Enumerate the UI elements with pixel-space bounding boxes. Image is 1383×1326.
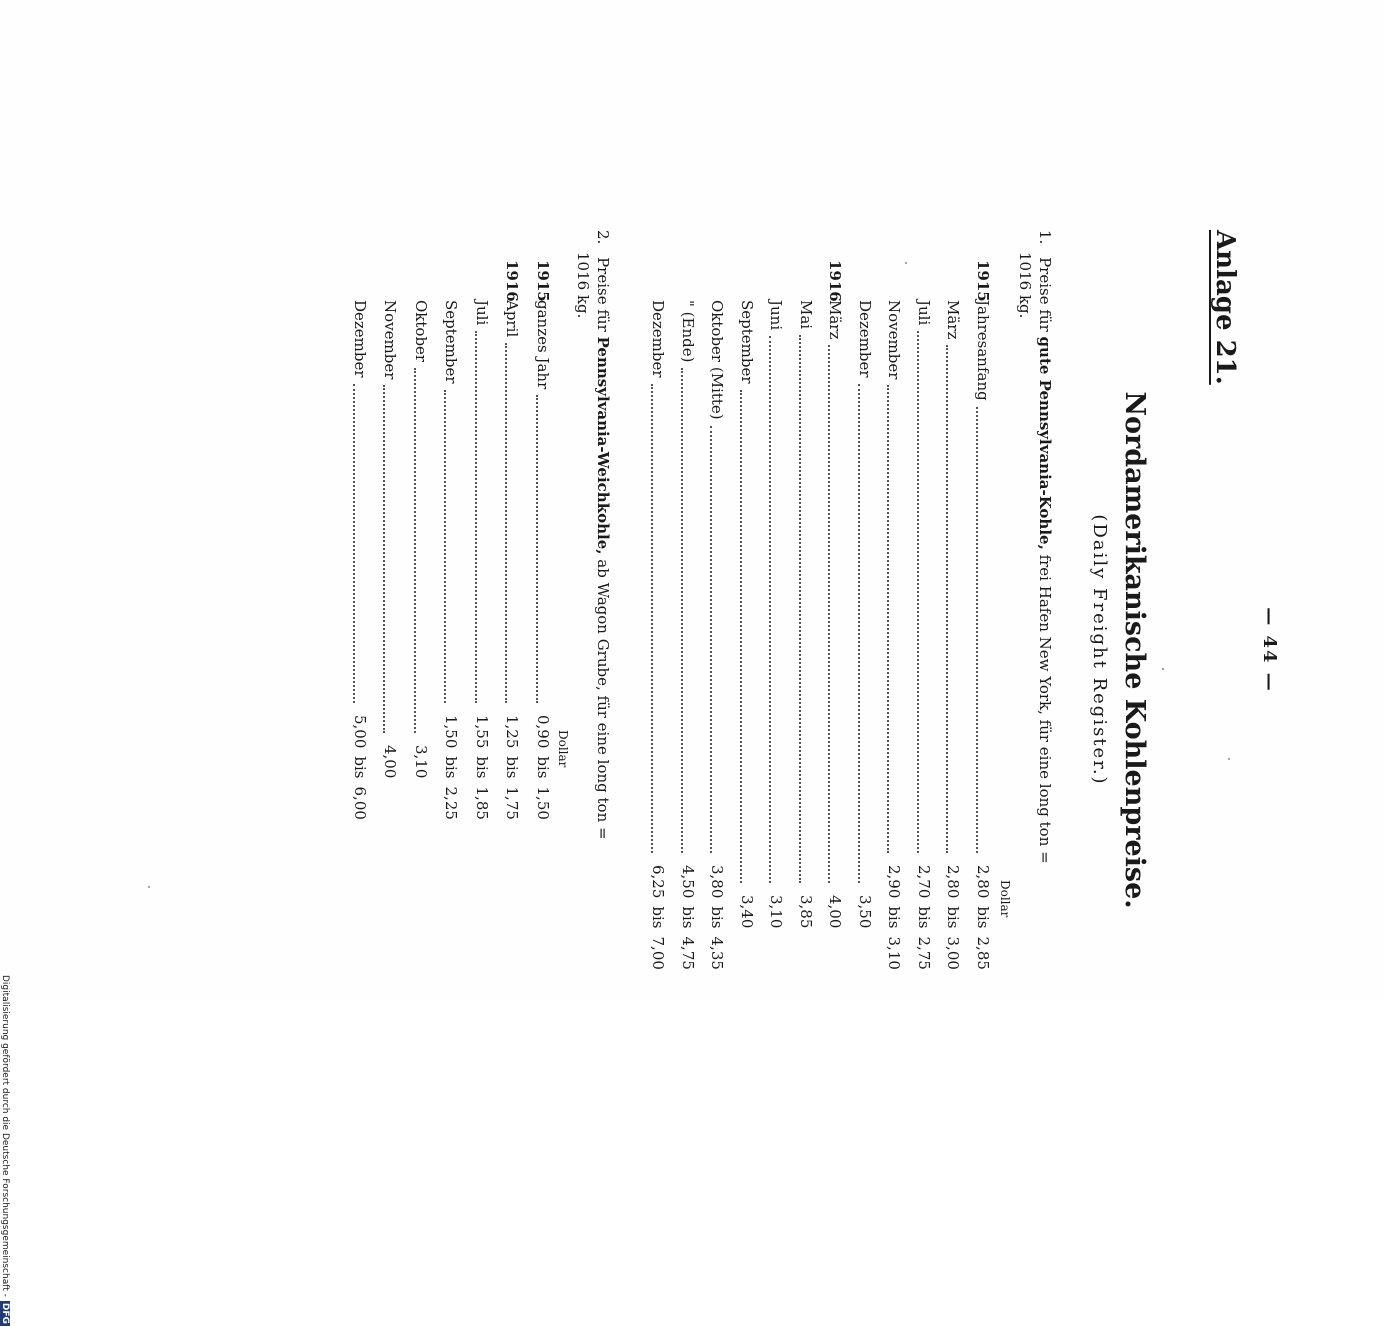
dot-leader	[799, 335, 825, 883]
price-single: 3,10	[412, 745, 430, 779]
price-low: 2,90	[885, 865, 904, 899]
row-price	[794, 895, 818, 928]
price-high: 4,75	[679, 936, 697, 970]
price-high: 4,35	[708, 936, 727, 970]
dot-leader	[770, 336, 796, 883]
price-range-word: bis	[974, 906, 992, 929]
table-row	[883, 200, 907, 1100]
section-2-heading-prefix: Preise für	[594, 257, 612, 332]
dot-leader	[536, 395, 562, 703]
price-range-word: bis	[649, 906, 668, 929]
table-row	[440, 200, 464, 1100]
row-price	[942, 865, 966, 970]
price-high: 3,10	[885, 936, 904, 970]
dot-leader	[414, 368, 440, 733]
row-price	[765, 895, 789, 928]
price-low: 5,00	[351, 715, 369, 749]
dot-leader	[829, 345, 855, 883]
price-range-word: bis	[473, 756, 491, 779]
section-2-number: 2.	[594, 230, 612, 245]
row-period-label: ganzes Jahr	[534, 300, 552, 390]
table-row	[853, 200, 877, 1100]
dot-leader	[506, 343, 532, 703]
section-1-heading-note: 1016 kg.	[1016, 252, 1034, 319]
price-low: 2,80	[974, 865, 992, 899]
price-range-word: bis	[351, 756, 369, 779]
dfg-logo: DFG	[0, 1302, 10, 1324]
page-number: — 44 —	[1259, 607, 1280, 693]
appendix-label: Anlage 21.	[1210, 230, 1240, 385]
price-single: 3,40	[738, 895, 756, 929]
price-high: 3,00	[944, 936, 963, 970]
row-year: 1915	[534, 260, 552, 302]
section-1-number: 1.	[1036, 230, 1054, 245]
row-year: 1916	[503, 260, 522, 302]
table-row	[912, 200, 936, 1100]
row-price	[824, 895, 848, 928]
row-price	[531, 715, 555, 820]
dot-leader	[681, 368, 707, 853]
scan-speck	[1228, 758, 1230, 760]
table-row	[501, 200, 525, 1100]
row-price	[706, 865, 730, 970]
section-2-heading-note: 1016 kg.	[574, 252, 592, 319]
price-range-word: bis	[708, 906, 727, 929]
table-row	[348, 200, 372, 1100]
row-price	[883, 865, 907, 970]
dot-leader	[740, 390, 766, 883]
section-1-heading-lead: gute Pennsylvania-Kohle,	[1036, 336, 1054, 550]
price-low: 2,80	[944, 865, 963, 899]
row-price	[853, 895, 877, 928]
scan-speck	[905, 262, 907, 264]
dot-leader	[353, 384, 379, 703]
row-period-label: Dezember	[351, 300, 369, 378]
dot-leader	[858, 384, 884, 883]
scan-speck	[1162, 668, 1164, 670]
price-single: 4,00	[826, 895, 845, 929]
dot-leader	[917, 331, 943, 853]
row-period-label: September	[442, 300, 461, 384]
price-range-word: bis	[885, 906, 904, 929]
price-low: 3,80	[708, 865, 727, 899]
section-1-heading	[1015, 230, 1055, 1050]
dot-leader	[976, 407, 1002, 853]
price-single: 3,10	[767, 895, 786, 929]
dot-leader	[947, 345, 973, 853]
dot-leader	[652, 384, 678, 853]
row-price	[470, 715, 494, 820]
dot-leader	[888, 385, 914, 853]
row-period-label: Jahresanfang	[974, 300, 992, 401]
table-row	[824, 200, 848, 1100]
price-single: 3,50	[856, 895, 874, 929]
price-range-word: bis	[534, 756, 552, 779]
row-price	[971, 865, 995, 970]
section-2-heading-lead: Pennsylvania-Weichkohle,	[594, 336, 612, 555]
dot-leader	[475, 331, 501, 703]
row-period-label: Juli	[915, 300, 933, 326]
row-period-label: Juli	[473, 300, 491, 326]
table-row	[735, 200, 759, 1100]
price-range-word: bis	[915, 906, 933, 929]
price-range-word: bis	[503, 756, 522, 779]
price-low: 2,70	[915, 865, 933, 899]
section-1-heading-rest: frei Hafen New York, für eine long ton =	[1036, 554, 1054, 864]
table-row	[765, 200, 789, 1100]
dot-leader	[445, 390, 471, 703]
table-row	[794, 200, 818, 1100]
row-period-label: Dezember	[649, 300, 668, 378]
row-period-label: April	[503, 300, 522, 338]
table-row	[531, 200, 555, 1100]
price-low: 6,25	[649, 865, 668, 899]
table-row	[676, 200, 700, 1100]
document-title: Nordamerikanische Kohlenpreise.	[1119, 391, 1150, 909]
section-2-unit: Dollar	[556, 730, 570, 768]
row-period-label: März	[944, 300, 963, 340]
row-period-label: " (Ende)	[679, 300, 697, 363]
section-1-unit: Dollar	[998, 880, 1012, 918]
row-price	[501, 715, 525, 820]
row-price	[735, 895, 759, 928]
price-high: 2,25	[442, 786, 461, 820]
row-price	[409, 745, 433, 778]
price-range-word: bis	[679, 906, 697, 929]
digitization-note	[0, 975, 10, 1326]
section-1-heading-prefix: Preise für	[1036, 257, 1054, 332]
row-price	[379, 745, 403, 778]
price-single: 4,00	[381, 745, 400, 779]
table-row	[379, 200, 403, 1100]
digitization-note-text: Digitalisierung gefördert durch die Deutsche Forschungsgemeinschaft -	[0, 975, 10, 1297]
row-price	[440, 715, 464, 820]
row-period-label: November	[885, 300, 904, 380]
row-year: 1915	[974, 260, 992, 302]
row-period-label: Mai	[797, 300, 815, 330]
price-single: 3,85	[797, 895, 815, 929]
price-high: 2,75	[915, 936, 933, 970]
price-low: 4,50	[679, 865, 697, 899]
price-high: 2,85	[974, 936, 992, 970]
row-period-label: Juni	[767, 300, 786, 331]
table-row	[647, 200, 671, 1100]
row-price	[676, 865, 700, 970]
price-high: 1,75	[503, 786, 522, 820]
price-low: 1,50	[442, 715, 461, 749]
table-row	[942, 200, 966, 1100]
row-period-label: Dezember	[856, 300, 874, 378]
scan-speck	[148, 886, 150, 888]
row-price	[912, 865, 936, 970]
row-period-label: November	[381, 300, 400, 380]
table-row	[409, 200, 433, 1100]
row-period-label: Oktober (Mitte)	[708, 300, 727, 420]
price-range-word: bis	[442, 756, 461, 779]
price-high: 1,85	[473, 786, 491, 820]
dot-leader	[711, 426, 737, 853]
row-price	[647, 865, 671, 970]
table-row	[706, 200, 730, 1100]
price-range-word: bis	[944, 906, 963, 929]
document-subtitle: (Daily Freight Register.)	[1089, 514, 1110, 786]
price-low: 1,25	[503, 715, 522, 749]
document-page	[240, 200, 1300, 1100]
row-period-label: März	[826, 300, 845, 340]
price-low: 1,55	[473, 715, 491, 749]
row-year: 1916	[826, 260, 845, 302]
row-period-label: September	[738, 300, 756, 384]
table-row	[971, 200, 995, 1100]
section-2-heading	[573, 230, 613, 1050]
row-price	[348, 715, 372, 820]
table-row	[470, 200, 494, 1100]
row-period-label: Oktober	[412, 300, 430, 363]
section-2-heading-rest: ab Wagon Grube, für eine long ton =	[594, 559, 612, 840]
price-high: 6,00	[351, 786, 369, 820]
price-low: 0,90	[534, 715, 552, 749]
dot-leader	[384, 385, 410, 733]
price-high: 1,50	[534, 786, 552, 820]
price-high: 7,00	[649, 936, 668, 970]
